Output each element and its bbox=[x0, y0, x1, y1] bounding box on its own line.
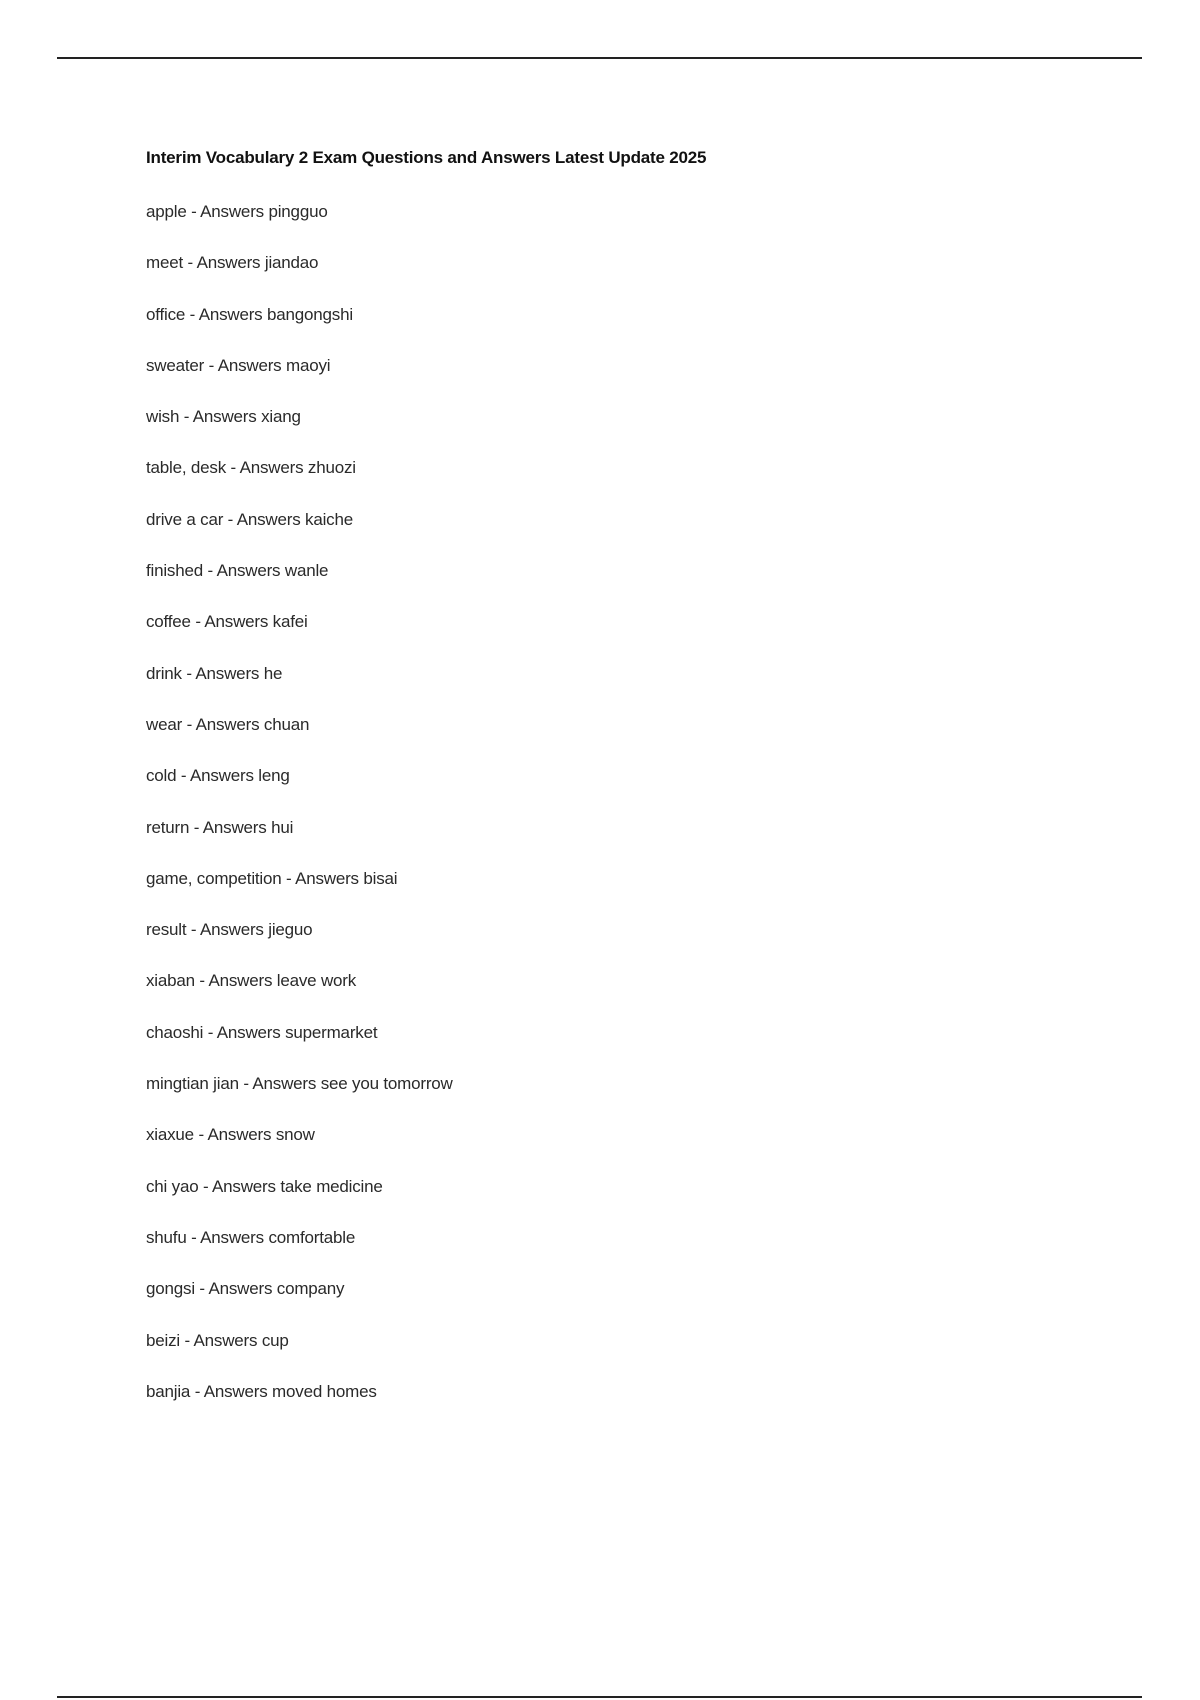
qa-item: xiaban - Answers leave work bbox=[146, 971, 357, 991]
qa-item: game, competition - Answers bisai bbox=[146, 868, 398, 888]
qa-item: apple - Answers pingguo bbox=[146, 202, 328, 221]
qa-item: drink - Answers he bbox=[146, 663, 283, 683]
qa-item: beizi - Answers cup bbox=[146, 1330, 289, 1350]
qa-item: table, desk - Answers zhuozi bbox=[146, 458, 356, 478]
qa-item: sweater - Answers maoyi bbox=[146, 355, 331, 375]
qa-item: shufu - Answers comfortable bbox=[146, 1227, 356, 1247]
document-title: Interim Vocabulary 2 Exam Questions and Answers Latest Update 2025 bbox=[146, 148, 707, 167]
qa-item: wish - Answers xiang bbox=[146, 407, 301, 427]
header-rule bbox=[57, 57, 1142, 59]
qa-item: cold - Answers leng bbox=[146, 766, 290, 786]
qa-item: wear - Answers chuan bbox=[146, 714, 310, 734]
qa-item: mingtian jian - Answers see you tomorrow bbox=[146, 1074, 453, 1094]
qa-item: banjia - Answers moved homes bbox=[146, 1381, 377, 1401]
qa-item: result - Answers jieguo bbox=[146, 920, 313, 940]
qa-item: xiaxue - Answers snow bbox=[146, 1125, 315, 1145]
footer-rule bbox=[57, 1696, 1142, 1698]
qa-item: office - Answers bangongshi bbox=[146, 304, 353, 324]
qa-item: drive a car - Answers kaiche bbox=[146, 509, 353, 529]
qa-item: chi yao - Answers take medicine bbox=[146, 1176, 383, 1196]
qa-item: finished - Answers wanle bbox=[146, 561, 329, 581]
qa-item: coffee - Answers kafei bbox=[146, 612, 308, 632]
qa-item: gongsi - Answers company bbox=[146, 1279, 345, 1299]
qa-list bbox=[146, 200, 453, 1431]
qa-item: chaoshi - Answers supermarket bbox=[146, 1022, 378, 1042]
qa-item: meet - Answers jiandao bbox=[146, 253, 319, 273]
qa-item: return - Answers hui bbox=[146, 817, 294, 837]
